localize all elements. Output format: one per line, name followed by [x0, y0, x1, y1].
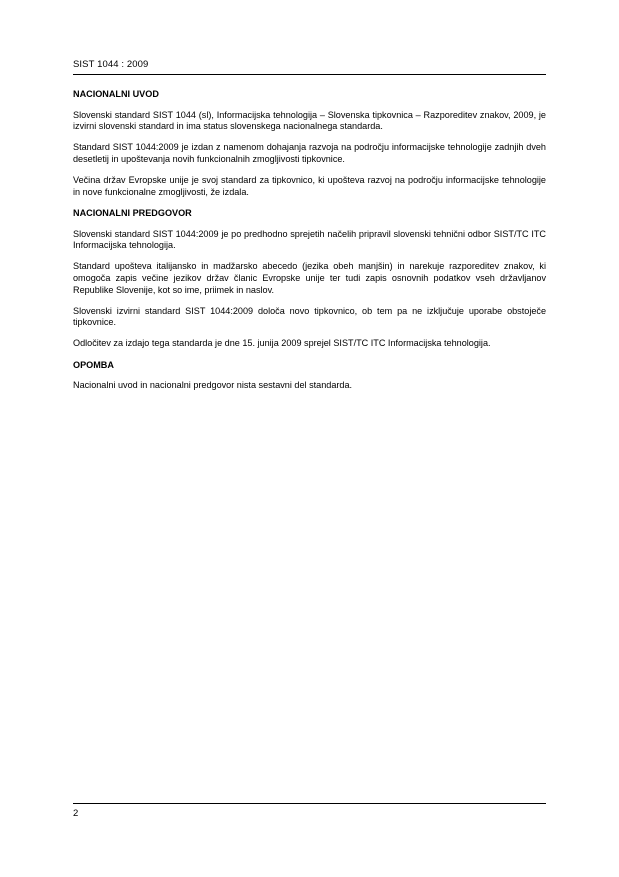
paragraph: Standard SIST 1044:2009 je izdan z namenom dohajanja razvoja na področju informacijske tehnologije zadnjih dveh desetletij in upoštevanja novih funkcionalnih zmogljivosti tipkovnice. — [73, 142, 546, 164]
paragraph: Slovenski izvirni standard SIST 1044:2009 določa novo tipkovnico, ob tem pa ne izključuje uporabe obstoječe tipkovnice. — [73, 305, 546, 328]
header-standard-ref: SIST 1044 : 2009 — [73, 59, 149, 70]
paragraph: Odločitev za izdajo tega standarda je dne 15. junija 2009 sprejel SIST/TC ITC Informacijska tehnologija. — [73, 338, 491, 349]
section-heading: NACIONALNI PREDGOVOR — [73, 207, 192, 218]
footer-rule — [73, 803, 546, 804]
section-nacionalni-predgovor — [73, 208, 546, 350]
paragraph: Nacionalni uvod in nacionalni predgovor nista sestavni del standarda. — [73, 380, 353, 391]
paragraph: Večina držav Evropske unije je svoj standard za tipkovnico, ki upošteva razvoj na področju informacijske tehnologije in nove funkcionalne zmogljivosti, že izdala. — [73, 175, 546, 197]
section-heading: NACIONALNI UVOD — [73, 89, 159, 99]
section-nacionalni-uvod — [73, 89, 546, 198]
paragraph: Slovenski standard SIST 1044:2009 je po predhodno sprejetih načelih pripravil slovenski tehnični odbor SIST/TC ITC Informacijska tehnologija. — [73, 228, 546, 251]
page-number: 2 — [73, 808, 79, 819]
paragraph: Standard upošteva italijansko in madžarsko abecedo (jezika obeh manjšin) in narekuje razporeditev znakov, ki omogoča zapis večine jezikov držav članic Evropske unije ter tudi zapis osnovnih podatkov vseh državljanov Republike Slovenije, kot so ime, priimek in naslov. — [73, 261, 546, 295]
page-content — [73, 89, 546, 401]
section-heading: OPOMBA — [73, 359, 114, 370]
header-rule — [73, 74, 546, 75]
section-opomba — [73, 360, 546, 392]
paragraph: Slovenski standard SIST 1044 (sl), Informacijska tehnologija – Slovenska tipkovnica – Razporeditev znakov, 2009, je izvirni slovenski standard in ima status slovenskega nacionalnega standarda. — [73, 109, 546, 132]
